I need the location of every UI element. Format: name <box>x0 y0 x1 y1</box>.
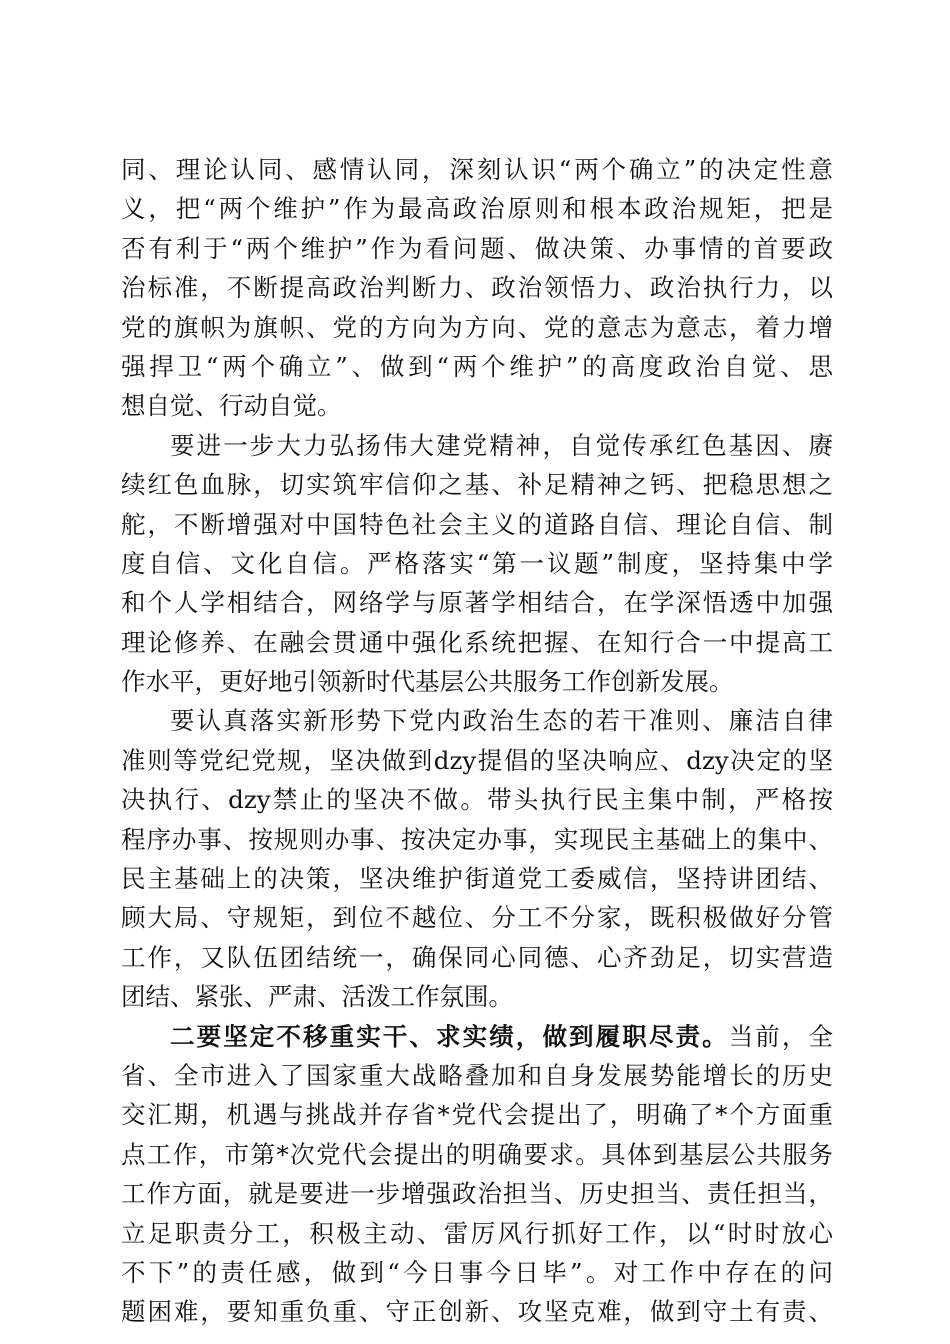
document-body <box>121 150 833 1332</box>
paragraph-1-line-5: 党的旗帜为旗帜、党的方向为方向、党的意志为意志，着力增 <box>121 312 833 342</box>
paragraph-3-line-7: 工作，又队伍团结统一，确保同心同德、心齐劲足，切实营造 <box>121 942 833 972</box>
paragraph-1-line-6: 强捍卫“两个确立”、做到“两个维护”的高度政治自觉、思 <box>121 351 833 381</box>
paragraph-3-line-8: 团结、紧张、严肃、活泼工作氛围。 <box>121 982 513 1012</box>
paragraph-1-line-1: 同、理论认同、感情认同，深刻认识“两个确立”的决定性意 <box>121 155 833 184</box>
paragraph-2-line-1: 要进一步大力弘扬伟大建党精神，自觉传承红色基因、赓 <box>170 430 833 460</box>
paragraph-2-line-3: 舵，不断增强对中国特色社会主义的道路自信、理论自信、制 <box>121 509 833 539</box>
paragraph-4-line-2: 省、全市进入了国家重大战略叠加和自身发展势能增长的历史 <box>121 1060 833 1090</box>
paragraph-4-line-4: 点工作，市第*次党代会提出的明确要求。具体到基层公共服务 <box>121 1139 833 1169</box>
paragraph-2-line-6: 理论修养、在融会贯通中强化系统把握、在知行合一中提高工 <box>121 627 833 657</box>
paragraph-4-line-1-text: 当前，全 <box>728 1021 833 1051</box>
paragraph-4-line-5: 工作方面，就是要进一步增强政治担当、历史担当、责任担当， <box>121 1179 833 1209</box>
paragraph-4-line-1 <box>121 1017 833 1056</box>
paragraph-1-line-3: 否有利于“两个维护”作为看问题、做决策、办事情的首要政 <box>121 233 833 263</box>
paragraph-2-line-2: 续红色血脉，切实筑牢信仰之基、补足精神之钙、把稳思想之 <box>121 470 833 500</box>
paragraph-2-line-5: 和个人学相结合，网络学与原著学相结合，在学深悟透中加强 <box>121 588 833 618</box>
paragraph-3-line-6: 顾大局、守规矩，到位不越位、分工不分家，既积极做好分管 <box>121 903 833 933</box>
paragraph-4-line-7: 不下”的责任感，做到“今日事今日毕”。对工作中存在的问 <box>121 1257 833 1287</box>
paragraph-3-line-3: 决执行、dzy禁止的坚决不做。带头执行民主集中制，严格按 <box>121 785 833 815</box>
paragraph-2-line-4: 度自信、文化自信。严格落实“第一议题”制度，坚持集中学 <box>121 548 833 578</box>
paragraph-4-line-3: 交汇期，机遇与挑战并存省*党代会提出了，明确了*个方面重 <box>121 1100 833 1130</box>
paragraph-1-line-7: 想自觉、行动自觉。 <box>121 391 342 421</box>
paragraph-1-line-4: 治标准，不断提高政治判断力、政治领悟力、政治执行力，以 <box>121 273 833 303</box>
paragraph-4-line-6: 立足职责分工，积极主动、雷厉风行抓好工作，以“时时放心 <box>121 1218 833 1248</box>
paragraph-3-line-1: 要认真落实新形势下党内政治生态的若干准则、廉洁自律 <box>170 706 833 736</box>
section-heading: 二要坚定不移重实干、求实绩，做到履职尽责。 <box>170 1021 729 1051</box>
paragraph-3-line-4: 程序办事、按规则办事、按决定办事，实现民主基础上的集中、 <box>121 824 833 854</box>
paragraph-3-line-2: 准则等党纪党规，坚决做到dzy提倡的坚决响应、dzy决定的坚 <box>121 745 833 775</box>
paragraph-1-line-2: 义，把“两个维护”作为最高政治原则和根本政治规矩，把是 <box>121 194 833 224</box>
paragraph-4-line-8: 题困难，要知重负重、守正创新、攻坚克难，做到守土有责、 <box>121 1297 833 1327</box>
paragraph-3-line-5: 民主基础上的决策，坚决维护街道党工委威信，坚持讲团结、 <box>121 864 833 894</box>
paragraph-2-line-7: 作水平，更好地引领新时代基层公共服务工作创新发展。 <box>121 667 734 697</box>
